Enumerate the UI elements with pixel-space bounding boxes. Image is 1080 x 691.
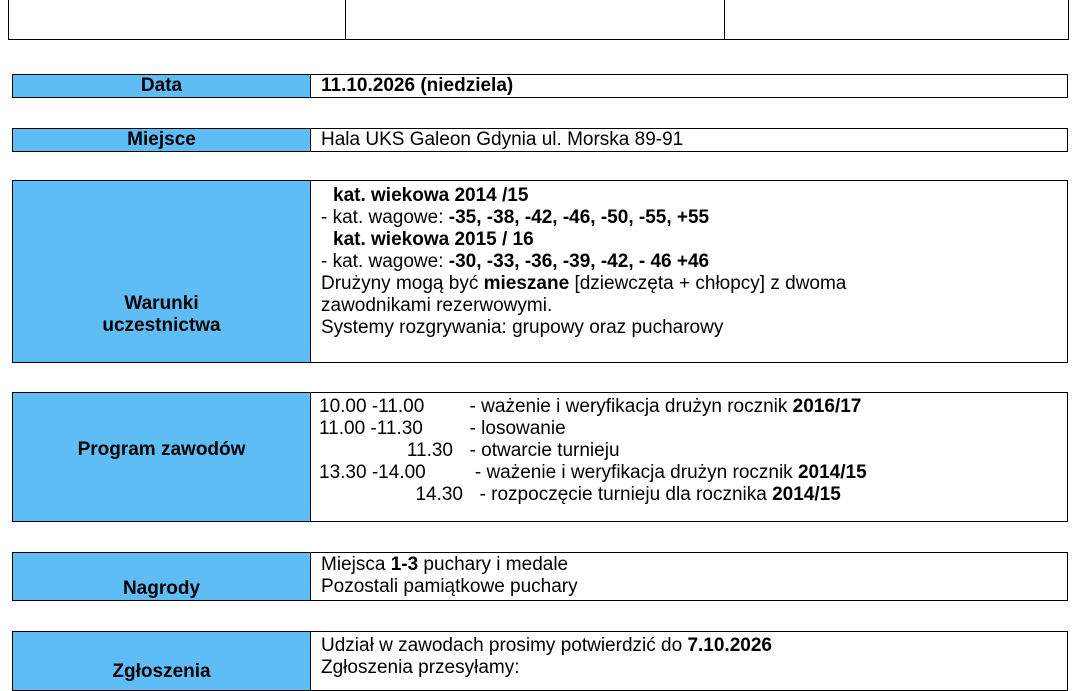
program-time: 11.00 -11.30: [319, 418, 423, 439]
top-table-cell: [725, 0, 1068, 39]
top-table-cell: [9, 0, 346, 39]
weight-categories-2: [321, 251, 1067, 273]
category-title-1: kat. wiekowa 2014 /15: [333, 185, 529, 206]
program-time: 11.30: [406, 440, 453, 461]
row-warunki: [12, 180, 1068, 363]
label-data: Data: [13, 75, 311, 97]
weights-values: -35, -38, -42, -46, -50, -55, +55: [448, 207, 710, 228]
label-warunki-line1: Warunki: [124, 293, 199, 314]
category-title-2: kat. wiekowa 2015 / 16: [333, 229, 534, 250]
program-desc: - rozpoczęcie turnieju dla rocznika: [469, 484, 773, 505]
program-bold: 2016/17: [792, 396, 862, 417]
row-zgloszenia: [12, 631, 1068, 691]
program-item: [319, 418, 1067, 440]
prizes-bold: 1-3: [390, 554, 419, 575]
row-program: [12, 392, 1068, 522]
program-desc: - ważenie i weryfikacja drużyn rocznik: [459, 462, 798, 483]
value-miejsce: Hala UKS Galeon Gdynia ul. Morska 89-91: [321, 129, 684, 150]
program-item: [319, 396, 1067, 418]
program-time: 14.30: [415, 484, 463, 505]
weight-categories-1: [321, 207, 1067, 229]
value-warunki: [311, 181, 1067, 362]
prizes-line1: [321, 554, 1067, 576]
label-zgloszenia: Zgłoszenia: [13, 632, 311, 690]
row-nagrody: [12, 552, 1068, 601]
registration-line1: [321, 635, 1067, 657]
label-warunki: [13, 181, 311, 362]
teams-bold: mieszane: [483, 273, 570, 294]
value-data: 11.10.2026 (niedziela): [321, 75, 514, 96]
teams-text-line2: zawodnikami rezerwowymi.: [321, 295, 553, 316]
weights-prefix: - kat. wagowe:: [321, 207, 449, 228]
row-miejsce: [12, 128, 1068, 152]
teams-text: [321, 273, 1067, 295]
program-time: 10.00 -11.00: [319, 396, 425, 417]
teams-post: [dziewczęta + chłopcy] z dwoma: [569, 273, 847, 294]
registration-deadline: 7.10.2026: [687, 635, 772, 656]
prizes-pre: Miejsca: [321, 554, 391, 575]
program-desc: - losowanie: [459, 418, 566, 439]
prizes-post: puchary i medale: [418, 554, 569, 575]
label-nagrody: Nagrody: [13, 553, 311, 600]
registration-line2: Zgłoszenia przesyłamy:: [321, 657, 520, 678]
systems-text: Systemy rozgrywania: grupowy oraz pucharowy: [321, 317, 724, 338]
program-desc: - ważenie i weryfikacja drużyn rocznik: [459, 396, 793, 417]
program-item: [319, 462, 1067, 484]
program-bold: 2014/15: [797, 462, 867, 483]
program-desc: - otwarcie turnieju: [459, 440, 620, 461]
prizes-line2: Pozostali pamiątkowe puchary: [321, 576, 578, 597]
value-zgloszenia: [311, 632, 1067, 690]
label-warunki-line2: uczestnictwa: [102, 315, 221, 336]
registration-pre: Udział w zawodach prosimy potwierdzić do: [321, 635, 688, 656]
label-program: Program zawodów: [13, 393, 311, 521]
value-nagrody: [311, 553, 1067, 600]
row-data: [12, 74, 1068, 98]
program-bold: 2014/15: [772, 484, 841, 505]
value-program: [311, 393, 1067, 521]
top-table: [8, 0, 1069, 40]
label-miejsce: Miejsce: [13, 129, 311, 151]
program-time: 13.30 -14.00: [319, 462, 426, 483]
teams-pre: Drużyny mogą być: [321, 273, 484, 294]
top-table-cell: [346, 0, 725, 39]
program-item: [319, 440, 1067, 462]
program-item: [319, 484, 1067, 506]
weights-values: -30, -33, -36, -39, -42, - 46 +46: [448, 251, 710, 272]
weights-prefix: - kat. wagowe:: [321, 251, 449, 272]
